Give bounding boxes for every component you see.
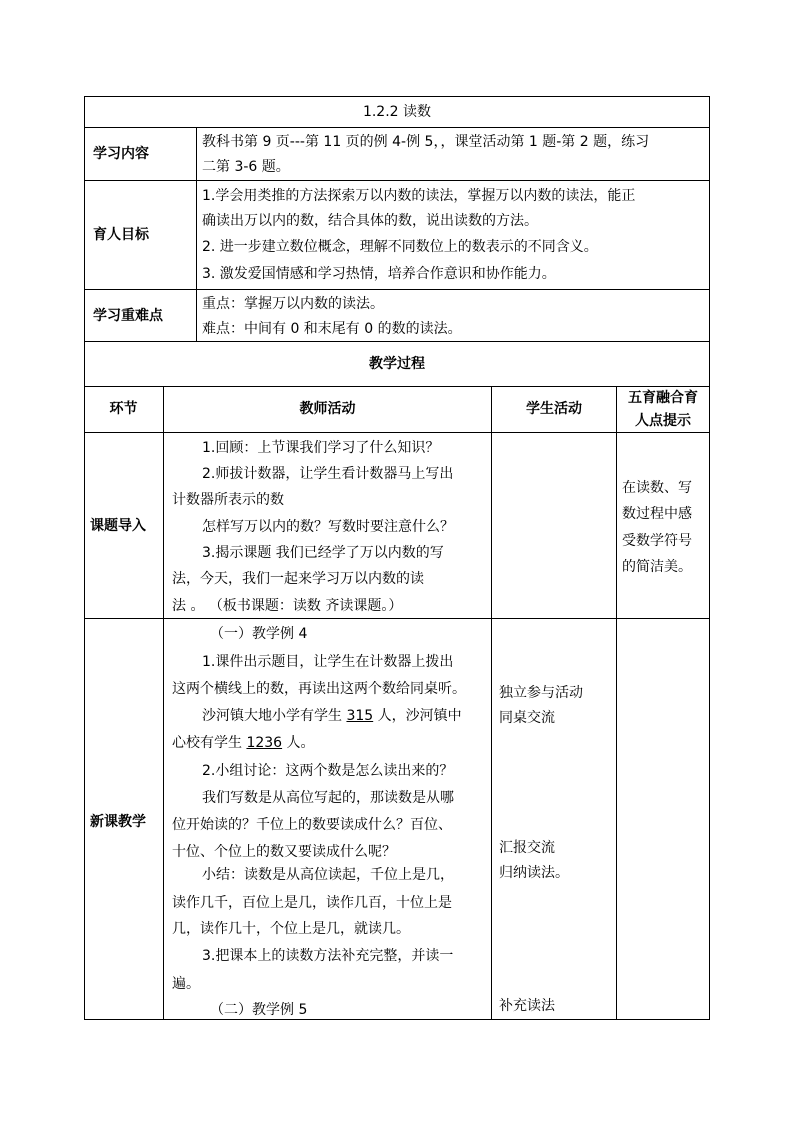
intro-tip-line: 在读数、写 xyxy=(622,480,692,496)
header-label-divider xyxy=(196,127,197,342)
rule-below-content xyxy=(84,180,710,181)
process-title: 教学过程 xyxy=(369,356,425,372)
intro-teacher-line: 计数器所表示的数 xyxy=(172,492,284,508)
new-student-line: 归纳读法。 xyxy=(499,865,569,881)
key-point-line: 重点：掌握万以内数的读法。 xyxy=(202,296,384,312)
intro-teacher-line: 2.师拔计数器，让学生看计数器马上写出 xyxy=(202,466,454,482)
intro-teacher-line: 法 。 （板书课题：读数 齐读课题。） xyxy=(172,598,403,614)
rule-below-goals xyxy=(84,289,710,290)
column-header-teacher: 教师活动 xyxy=(299,401,356,417)
lesson-title: 1.2.2 读数 xyxy=(362,104,432,120)
new-student-line: 汇报交流 xyxy=(499,840,555,856)
stage-new-lesson: 新课教学 xyxy=(90,814,146,830)
new-teacher-line: 几，读作几十，个位上是几，就读几。 xyxy=(172,921,410,937)
new-student-line: 同桌交流 xyxy=(499,710,555,726)
goal-line: 1.学会用类推的方法探索万以内数的读法，掌握万以内数的读法，能正 xyxy=(202,188,636,204)
label-goals: 育人目标 xyxy=(93,227,149,243)
intro-teacher-line: 1.回顾：上节课我们学习了什么知识？ xyxy=(202,440,440,456)
new-teacher-line: 十位、个位上的数又要读成什么呢？ xyxy=(172,844,396,860)
underlined-number-315: 315 xyxy=(346,708,374,724)
column-header-stage: 环节 xyxy=(109,401,138,417)
new-teacher-line: 心校有学生 1236 人。 xyxy=(172,735,315,751)
learning-content-line: 教科书第 9 页---第 11 页的例 4-例 5，，课堂活动第 1 题-第 2 题，练习 xyxy=(202,134,650,150)
new-teacher-line: 读作几千，百位上是几，读作几百，十位上是 xyxy=(172,895,452,911)
label-key-difficulty: 学习重难点 xyxy=(93,308,163,324)
new-teacher-line: 3.把课本上的读数方法补充完整，并读一 xyxy=(202,948,454,964)
intro-teacher-line: 3.揭示课题 我们已经学了万以内数的写 xyxy=(202,545,444,561)
intro-teacher-line: 怎样写万以内的数？写数时要注意什么？ xyxy=(202,519,454,535)
rule-below-difficulty xyxy=(84,341,710,342)
new-student-line: 独立参与活动 xyxy=(499,685,583,701)
goal-line: 3. 激发爱国情感和学习热情，培养合作意识和协作能力。 xyxy=(202,266,556,282)
learning-content-line: 二第 3-6 题。 xyxy=(202,159,290,175)
rule-below-title xyxy=(84,127,710,128)
new-teacher-line: 2.小组讨论：这两个数是怎么读出来的？ xyxy=(202,763,454,779)
difficulty-line: 难点：中间有 0 和末尾有 0 的数的读法。 xyxy=(202,321,462,337)
new-student-line: 补充读法 xyxy=(499,998,555,1014)
intro-tip-line: 数过程中感 xyxy=(622,506,692,522)
goal-line: 确读出万以内的数，结合具体的数，说出读数的方法。 xyxy=(202,213,538,229)
new-teacher-line: （一）教学例 4 xyxy=(210,626,308,642)
new-teacher-line: 小结：读数是从高位读起，千位上是几， xyxy=(202,867,454,883)
table-border-top xyxy=(84,96,710,97)
new-teacher-line: 沙河镇大地小学有学生 315 人，沙河镇中 xyxy=(202,708,462,724)
intro-tip-line: 受数学符号 xyxy=(622,533,692,549)
column-header-student: 学生活动 xyxy=(526,401,582,417)
label-learning-content: 学习内容 xyxy=(93,146,149,162)
underlined-number-1236: 1236 xyxy=(246,735,283,751)
teacher-column-divider xyxy=(491,386,492,1020)
goal-line: 2. 进一步建立数位概念，理解不同数位上的数表示的不同含义。 xyxy=(202,239,598,255)
stage-intro: 课题导入 xyxy=(90,518,146,534)
student-column-divider xyxy=(616,386,617,1020)
stage-column-divider xyxy=(163,386,164,1020)
new-teacher-line: 位开始读的？千位上的数要读成什么？百位、 xyxy=(172,817,452,833)
column-header-tips: 人点提示 xyxy=(635,413,691,429)
new-teacher-line: 1.课件出示题目，让学生在计数器上拨出 xyxy=(202,654,454,670)
new-teacher-line: （二）教学例 5 xyxy=(210,1002,308,1018)
new-teacher-line: 我们写数是从高位写起的，那读数是从哪 xyxy=(202,790,454,806)
intro-tip-line: 的简洁美。 xyxy=(622,559,692,575)
intro-teacher-line: 法，今天，我们一起来学习万以内数的读 xyxy=(172,571,424,587)
table-border-left xyxy=(84,96,85,1020)
table-border-right xyxy=(709,96,710,1020)
new-teacher-line: 这两个横线上的数，再读出这两个数给同桌听。 xyxy=(172,681,466,697)
column-header-tips: 五育融合育 xyxy=(628,390,698,406)
new-teacher-line: 遍。 xyxy=(172,976,200,992)
